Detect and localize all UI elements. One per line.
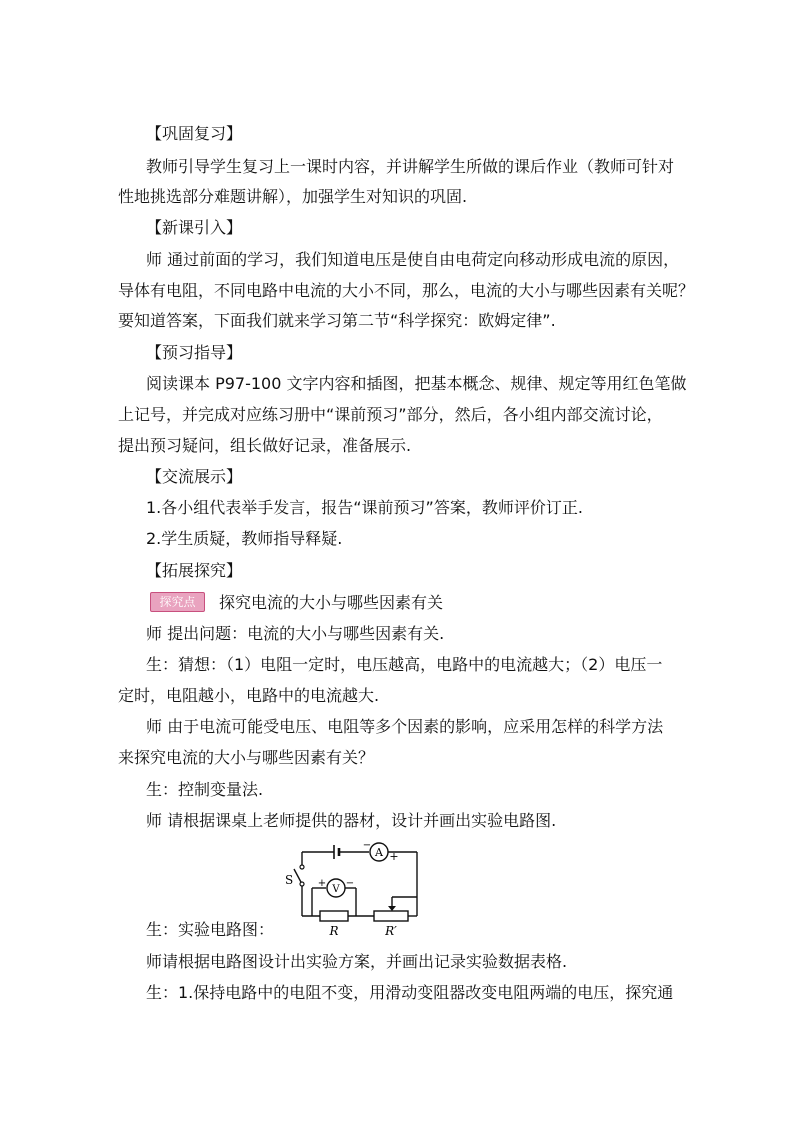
ammeter-plus: +: [389, 850, 399, 863]
heading-intro: 【新课引入】: [146, 218, 243, 237]
paragraph-line: 上记号，并完成对应练习册中“课前预习”部分，然后，各小组内部交流讨论，: [118, 405, 663, 424]
circuit-diagram: [282, 842, 442, 938]
switch-contact: [300, 882, 304, 886]
voltmeter-plus: +: [317, 878, 327, 889]
switch-contact: [300, 865, 304, 869]
paragraph-line: 师 提出问题：电流的大小与哪些因素有关.: [146, 624, 445, 643]
paragraph-line: 来探究电流的大小与哪些因素有关？: [118, 748, 375, 767]
paragraph-line: 2.学生质疑，教师指导释疑.: [146, 529, 343, 548]
switch-label: S: [285, 873, 294, 887]
paragraph-line: 师 请根据课桌上老师提供的器材，设计并画出实验电路图.: [146, 811, 557, 830]
rheostat-label: R′: [385, 924, 397, 938]
heading-review: 【巩固复习】: [146, 124, 243, 143]
paragraph-line: 1.各小组代表举手发言，报告“课前预习”答案，教师评价订正.: [146, 498, 583, 517]
paragraph-line: 要知道答案，下面我们就来学习第二节“科学探究：欧姆定律”.: [118, 311, 556, 330]
ammeter-symbol: A: [375, 846, 383, 859]
explore-point-badge: 探究点: [150, 592, 205, 612]
paragraph-line: 师 由于电流可能受电压、电阻等多个因素的影响，应采用怎样的科学方法: [146, 717, 664, 736]
paragraph-line: 定时，电阻越小，电路中的电流越大.: [118, 686, 380, 705]
voltmeter-minus: −: [345, 878, 355, 889]
ammeter-minus: −: [362, 842, 372, 851]
resistor-label: R: [329, 924, 339, 938]
paragraph-line: 生：1.保持电路中的电阻不变，用滑动变阻器改变电阻两端的电压，探究通: [146, 983, 674, 1002]
voltmeter-symbol: V: [332, 884, 340, 895]
paragraph-line: 生：控制变量法.: [146, 780, 264, 799]
paragraph-line: 师 通过前面的学习，我们知道电压是使自由电荷定向移动形成电流的原因，: [146, 250, 680, 269]
circuit-caption: 生：实验电路图：: [146, 920, 275, 939]
heading-explore: 【拓展探究】: [146, 561, 243, 580]
paragraph-line: 阅读课本 P97-100 文字内容和插图，把基本概念、规律、规定等用红色笔做: [146, 374, 687, 393]
heading-preview: 【预习指导】: [146, 343, 243, 362]
rheostat-slider-arrow: [388, 906, 396, 911]
paragraph-line: 导体有电阻，不同电路中电流的大小不同，那么，电流的大小与哪些因素有关呢？: [118, 281, 695, 300]
paragraph-line: 提出预习疑问，组长做好记录，准备展示.: [118, 436, 412, 455]
paragraph-line: 教师引导学生复习上一课时内容，并讲解学生所做的课后作业（教师可针对: [146, 157, 675, 176]
explore-topic: 探究电流的大小与哪些因素有关: [219, 593, 444, 612]
paragraph-line: 生：猜想：（1）电阻一定时，电压越高，电路中的电流越大；（2）电压一: [146, 655, 663, 674]
heading-exchange: 【交流展示】: [146, 467, 243, 486]
paragraph-line: 性地挑选部分难题讲解），加强学生对知识的巩固.: [118, 187, 468, 206]
paragraph-line: 师请根据电路图设计出实验方案，并画出记录实验数据表格.: [146, 952, 568, 971]
